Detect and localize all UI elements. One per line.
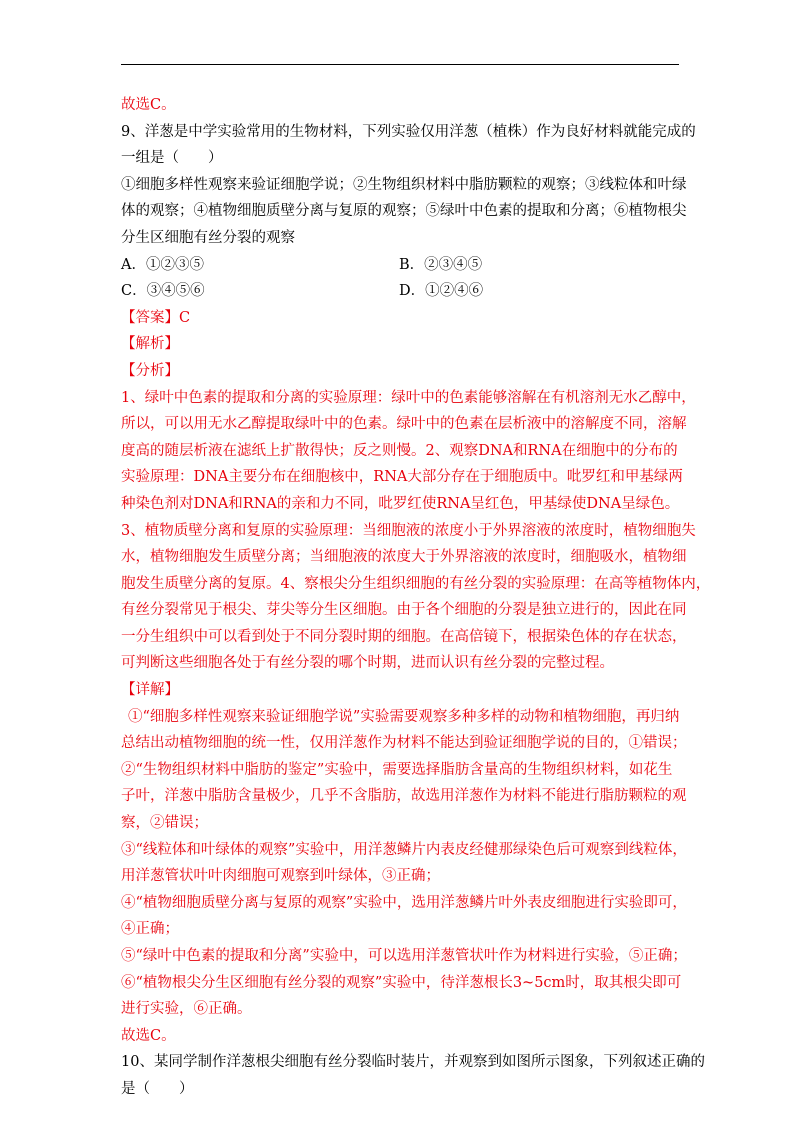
analysis-line: 胞发生质壁分离的复原。4、察根尖分生组织细胞的有丝分裂的实验原理：在高等植物体内， <box>121 575 711 592</box>
analysis-line: 可判断这些细胞各处于有丝分裂的哪个时期，进而认识有丝分裂的完整过程。 <box>121 655 614 672</box>
prev-conclusion: 故选C。 <box>121 97 176 113</box>
detail-line: ③“线粒体和叶绿体的观察”实验中，用洋葱鳞片内表皮经健那绿染色后可观察到线粒体， <box>121 841 687 858</box>
detail-line: ⑤“绿叶中色素的提取和分离”实验中，可以选用洋葱管状叶作为材料进行实验，⑤正确； <box>121 948 687 964</box>
option-b: B．②③④⑤ <box>399 256 483 273</box>
document-body <box>121 92 711 1103</box>
analysis-line: 度高的随层析液在滤纸上扩散得快；反之则慢。2、观察DNA和RNA在细胞中的分布的 <box>121 442 678 459</box>
option-a: A．①②③⑤ <box>121 256 204 273</box>
option-c: C．③④⑤⑥ <box>121 283 205 300</box>
options-row-2 <box>121 278 681 305</box>
analysis-line: 种染色剂对DNA和RNA的亲和力不同，吡罗红使RNA呈红色，甲基绿使DNA呈绿色。 <box>121 495 680 512</box>
detail-line: ①“细胞多样性观察来验证细胞学说”实验需要观察多种多样的动物和植物细胞，再归纳 <box>128 708 680 725</box>
detail-line: ②“生物组织材料中脂肪的鉴定”实验中，需要选择脂肪含量高的生物组织材料，如花生 <box>121 761 673 778</box>
detail-label: 【详解】 <box>121 682 179 699</box>
analysis-line: 有丝分裂常见于根尖、芽尖等分生区细胞。由于各个细胞的分裂是独立进行的，因此在同 <box>121 602 687 619</box>
detail-line: 用洋葱管状叶叶肉细胞可观察到叶绿体，③正确； <box>121 868 440 885</box>
header-rule <box>121 64 679 65</box>
fenxi-label: 【分析】 <box>121 362 179 379</box>
detail-line: ④“植物细胞质壁分离与复原的观察”实验中，选用洋葱鳞片叶外表皮细胞进行实验即可， <box>121 894 687 911</box>
question-10-stem-line-1: 10、某同学制作洋葱根尖细胞有丝分裂临时装片，并观察到如图所示图象，下列叙述正确的 <box>121 1054 705 1071</box>
analysis-line: 实验原理：DNA主要分布在细胞核中，RNA大部分存在于细胞质中。吡罗红和甲基绿两 <box>121 469 683 486</box>
analysis-line: 所以，可以用无水乙醇提取绿叶中的色素。绿叶中的色素在层析液中的溶解度不同，溶解 <box>121 416 687 433</box>
detail-line: 子叶，洋葱中脂肪含量极少，几乎不含脂肪，故选用洋葱作为材料不能进行脂肪颗粒的观 <box>121 788 687 805</box>
question-10-stem-line-2: 是（ ） <box>121 1080 194 1097</box>
conclusion-line: 故选C。 <box>121 1027 176 1044</box>
analysis-line: 3、植物质壁分离和复原的实验原理：当细胞液的浓度小于外界溶液的浓度时，植物细胞失 <box>121 522 696 539</box>
options-row-1 <box>121 252 681 279</box>
answer-label: 【答案】C <box>121 309 191 326</box>
question-9-stem-line-2: 一组是（ ） <box>121 150 223 167</box>
analysis-line: 1、绿叶中色素的提取和分离的实验原理：绿叶中的色素能够溶解在有机溶剂无水乙醇中， <box>121 389 696 406</box>
detail-line: 进行实验，⑥正确。 <box>121 1001 252 1018</box>
analysis-label: 【解析】 <box>121 336 179 353</box>
analysis-line: 一分生组织中可以看到处于不同分裂时期的细胞。在高倍镜下，根据染色体的存在状态， <box>121 628 687 645</box>
question-9-items-line-1: ①细胞多样性观察来验证细胞学说；②生物组织材料中脂肪颗粒的观察；③线粒体和叶绿 <box>121 176 687 193</box>
question-9-stem-line-1: 9、洋葱是中学实验常用的生物材料，下列实验仅用洋葱（植株）作为良好材料就能完成的 <box>121 123 696 140</box>
detail-line: ⑥“植物根尖分生区细胞有丝分裂的观察”实验中，待洋葱根长3~5cm时，取其根尖即可 <box>121 974 682 991</box>
question-9-items-line-2: 体的观察；④植物细胞质壁分离与复原的观察；⑤绿叶中色素的提取和分离；⑥植物根尖 <box>121 203 687 220</box>
detail-line: ④正确； <box>121 921 179 938</box>
option-d: D．①②④⑥ <box>399 283 484 300</box>
detail-line: 总结出动植物细胞的统一性，仅用洋葱作为材料不能达到验证细胞学说的目的，①错误； <box>121 735 687 752</box>
question-9-items-line-3: 分生区细胞有丝分裂的观察 <box>121 229 295 246</box>
detail-line: 察，②错误； <box>121 815 208 832</box>
analysis-line: 水，植物细胞发生质壁分离；当细胞液的浓度大于外界溶液的浓度时，细胞吸水，植物细 <box>121 549 687 566</box>
